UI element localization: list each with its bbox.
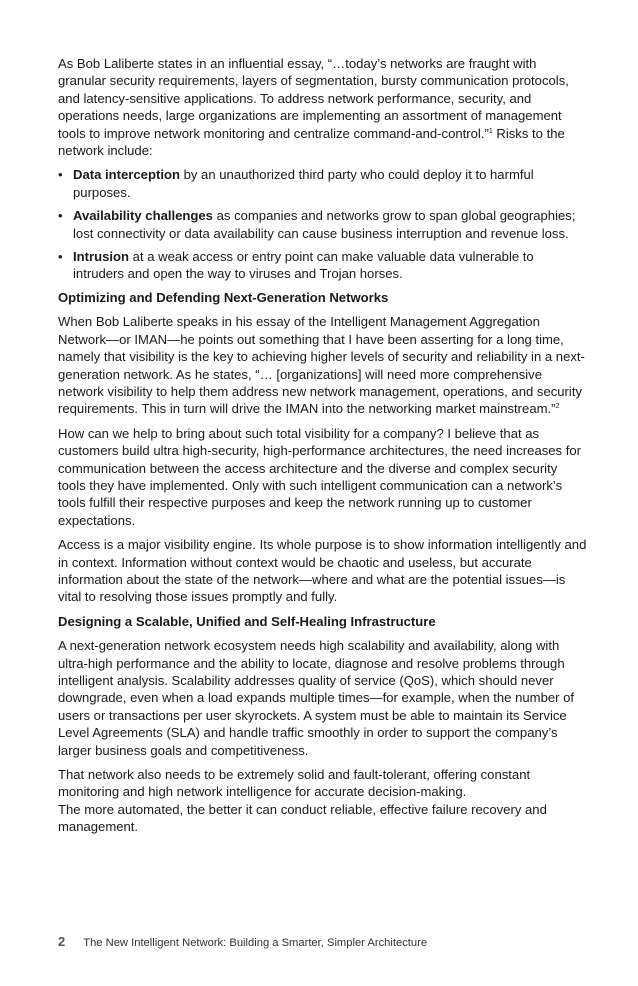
list-item — [58, 207, 588, 242]
body-paragraph — [58, 766, 588, 836]
document-page — [58, 55, 588, 843]
body-paragraph — [58, 313, 588, 417]
footnote-marker: 2 — [555, 403, 560, 411]
risk-description: at a weak access or entry point can make valuable data vulnerable to intruders and open the way to viruses and Trojan horses. — [73, 249, 534, 282]
risk-term: Availability challenges — [73, 208, 213, 224]
bullet-icon: • — [58, 208, 63, 224]
book-title: The New Intelligent Network: Building a Smarter, Simpler Architecture — [83, 937, 428, 949]
body-paragraph: How can we help to bring about such total visibility for a company? I believe that as customers build ultra high-security, high-performance architectures, the need increases for communication between the access architecture and the diverse and complex security tools they have implemented. Only with such intelligent communication can a network’s tools fulfill their respective purposes and keep the network running up to customer expectations. — [58, 425, 582, 528]
paragraph-text: That network also needs to be extremely solid and fault-tolerant, offering constant monitoring and high network intelligence for accurate decision-making. — [58, 767, 531, 800]
intro-paragraph — [58, 55, 588, 159]
section-heading: Designing a Scalable, Unified and Self-Healing Infrastructure — [58, 613, 436, 629]
footnote-marker: 1 — [488, 127, 493, 135]
risk-list — [58, 166, 588, 282]
page-footer — [58, 934, 427, 949]
list-item — [58, 166, 588, 201]
list-item — [58, 248, 588, 283]
body-paragraph: Access is a major visibility engine. Its whole purpose is to show information intelligently and in context. Information without context would be chaotic and useless, but accurate information about the state of the network—where and what are the potential issues—is vital to resolving those issues promptly and fully. — [58, 537, 587, 605]
risk-term: Intrusion — [73, 249, 130, 265]
section-heading: Optimizing and Defending Next-Generation Networks — [58, 289, 389, 305]
bullet-icon: • — [58, 249, 63, 265]
intro-text: As Bob Laliberte states in an influential essay, “…today’s networks are fraught with granular security requirements, layers of segmentation, bursty communication protocols, and latency-sensitive applications. To address network performance, security, and operations needs, large organizations are implementing an assortment of management tools to improve network monitoring and centralize command-and-control.” — [58, 56, 569, 141]
page-number: 2 — [58, 934, 66, 949]
risk-description: as companies and networks grow to span global geographies; lost connectivity or data availability can cause business interruption and revenue loss. — [73, 208, 576, 241]
body-paragraph: A next-generation network ecosystem needs high scalability and availability, along with ultra-high performance and the ability to locate, diagnose and resolve problems through intelligent analysis. Scalability addresses quality of service (QoS), which should never downgrade, even when a load expands multiple times—for example, when the number of users or transactions per user skyrockets. A system must be able to maintain its Service Level Agreements (SLA) and handle traffic smoothly in order to support the company’s larger business goals and competitiveness. — [58, 638, 575, 758]
intro-tail: Risks to the network include: — [58, 125, 565, 159]
risk-description: by an unauthorized third party who could deploy it to harmful purposes. — [73, 167, 534, 200]
paragraph-text: When Bob Laliberte speaks in his essay of the Intelligent Management Aggregation Network—or IMAN—he points out something that I have been asserting for a long time, namely that visibility is the key to achieving higher levels of security and reliability in a next-generation network. As he states, “… [organizations] will need more comprehensive network visibility to help them address new network management, operations, and security requirements. This in turn will drive the IMAN into the networking market mainstream.” — [58, 314, 585, 417]
bullet-icon: • — [58, 167, 63, 183]
paragraph-text: The more automated, the better it can conduct reliable, effective failure recovery and management. — [58, 801, 547, 835]
risk-term: Data interception — [73, 167, 180, 183]
